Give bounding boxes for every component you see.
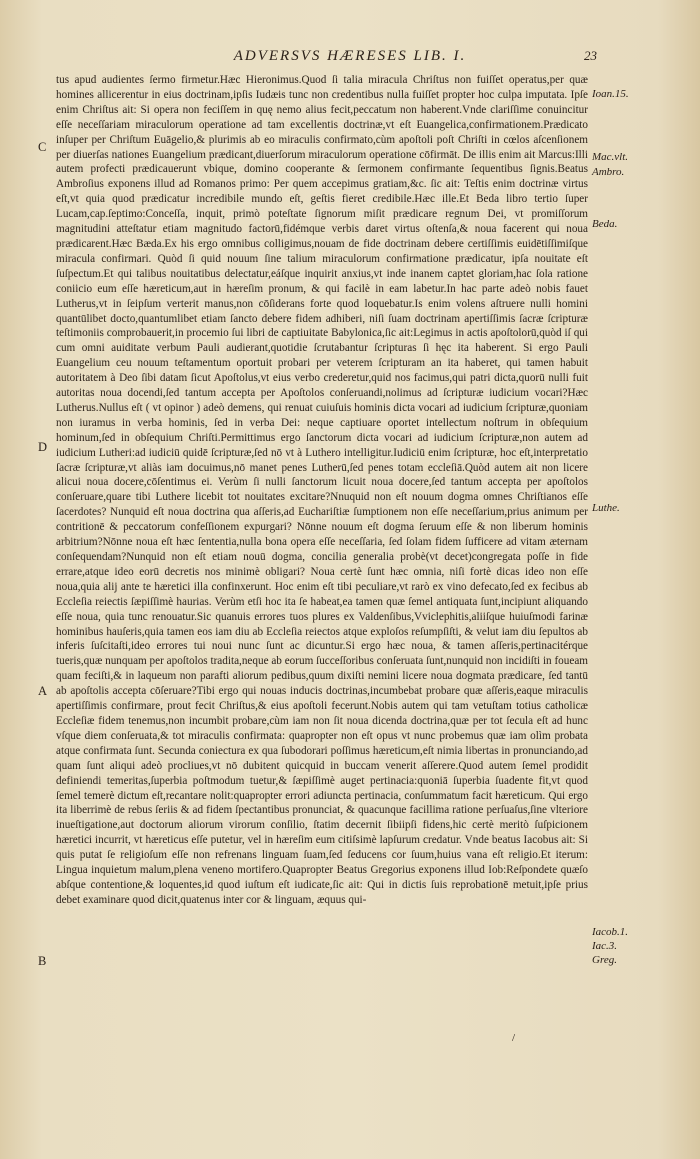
running-title: ADVERSVS HÆRESES LIB. I. <box>233 48 467 64</box>
marginal-note-luthe: Luthe. <box>592 502 620 514</box>
section-letter-a: A <box>38 684 48 698</box>
section-letter-c: C <box>38 140 47 154</box>
section-letter-b: B <box>38 954 47 968</box>
page-header <box>0 48 700 70</box>
main-text-column <box>56 73 588 908</box>
marginal-note-beda: Beda. <box>592 218 618 230</box>
marginal-note-ioan: Ioan.15. <box>592 88 629 100</box>
marginal-note-iac: Iac.3. <box>592 940 618 952</box>
body-paragraph: tus apud audientes ſermo firmetur.Hæc Hieronimus.Quod ſi talia miracula Chriſtus non fuiſſet operatus,per quæ homines allicerentur in eius doctrinam,ipſis Iudæis tunc non credentibus nulla fuiſſet propter hoc culpa imputata. Ipſe enim Chriſtus ait: Si opera non feciſſem in quę nemo alius fecit,peccatum non haberent.Vnde clariſſime conuincitur eſſe neceſſariam miraculorum operatione ad tam excellentis doctrinæ,vt eſt Euangelica,confirmationem.Prædicato inſuper per Chriſtum Euāgelio,& plurimis ab eo miraculis confirmato,cùm apoſtoli poſt Chriſti in cœlos aſcenſionem per diuerſas nationes Euangelium prædicant,diuerſorum miraculorum operatione cōfirmāt. De illis enim ait Marcus:Illi autem profecti prædicauerunt vbique, domino cooperante & ſermonem confirmante ſequentibus ſignis.Beatus Ambroſius exponens illud ad Romanos primo: Per quem accepimus gratiam,&c. ſic ait: Teſtis enim doctrinæ virtus eſt,vt quia quod prædicatur incredibile mundo eſt, geſtis fieret credibile.Hæc ille.Et Beda libro tertio ſuper Lucam,cap.ſeptimo:Conceſſa, inquit, primò poteſtate ſignorum miſit prædicare regnum Dei, vt promiſſorum magnitudini atteſtatur etiam magnitudo factorū,fidémque verbis daret virtus oſtenſa,& noua facerent qui noua prædicarent.Hæc Bæda.Ex his ergo omnibus colligimus,nouam de fide doctrinam debere certiſſimis euidētiſſimiſque miracula confirmari. Quòd ſi quid nouum ſine talium miraculorum confirmatione prædicatur, ipſa nouitate eſt ſuſpectum.Et qui talibus nouitatibus delectatur,eáſque inquirit anxius,vt inde inanem captet gloriam,hac ſola ratione coniicio eum eſſe hæreticum,aut in hæreſim pronum, & qui facilè in eam labetur.In hac parte adeò nobis fauet Lutherus,vt in ſeipſum verterit manus,non cōſiderans forte quod loquebatur.Is enim volens aſtruere nulli homini quantūlibet docto,quantumlibet etiam ſancto debere fidem adhiberi, niſi ſuam doctrinam apertiſſimis ſacræ ſcripturæ teſtimoniis comprobauerit,in procemio ſui libri de captiuitate Babylonica,ſic ait:Legimus in actis apoſtolorū,quòd iſ qui cum omni auiditate verbum Pauli audierant,quotidie ſcrutabantur ſcripturas ſi hęc ita haberent. Si ergo Pauli Euangelium ceu nouum teſtamentum oportuit probari per veterem ſcripturam an ita haberet, qui tamen habuit autoritatem à Deo ſibi datam ſicut Apoſtolus,vt eius verbo crederetur,quid nos facimus,qui patri dicta,quorū nulli fuit autoritas noua docendi,ſed tantum accepta per Apoſtolos conſeruandi,nolimus ad ſcripturæ iudicium vocari?Hæc Lutherus.Nullus eſt ( vt opinor ) adeò demens, qui renuat cuiuſuis hominis dicta vocari ad iudicium ſcripturæ,quoniam non iuramus in verba hominis, ſed in verba Dei: neque captiuare oportet intellectum noſtrum in obſequium hominum,ſed in obſequium Chriſti.Permittimus ergo ſanctorum dicta vocari ad iudicium ſcripturæ,non autem ad iudicium Lutheri:ad iudiciū quidē ſcripturæ,ſed nō vt à Luthero intelligitur.Iudiciū enim ſcripturæ, hoc eſt,interpretatio ſacræ ſcripturæ,vt aliàs iam docuimus,nō manet penes Lutherū,ſed penes totam eccleſiā.Quòd autem ait non licere alicui noua docere,cōſentimus ei. Verùm ſi nulli ſanctorum licuit noua docere,ſed tantum accepta per apoſtolos conſeruare,quare tibi Luthere licebit tot nouitates excitare?Nnuquid non eſt nouum dogma omnes Chriſtianos eſſe ſacerdotes? Nunquid eſt noua doctrina qua aſſeris,ad Euchariſtiæ ſumptionem non eſſe neceſſarium,prius animum per contritionē & peccatorum confeſſionem expurgari? Nōnne nouum eſt dogma ſeruum eſſe & non liberum hominis arbitrium?Nōnne noua eſt hæc ſententia,nulla bona opera eſſe neceſſaria, ſed ſolam fidem ſufficere ad vitam æternam conſequendam?Nunquid non eſt etiam nouū dogma, concilia generalia probè(vt decet)congregata poſſe in fide errare,atque ideo eorū decretis nos minimè obligari? Noua certè ſunt hæc omnia, niſi fortè dicas ideo non eſſe noua,quia alij ante te hæretici illa confinxerunt. Hoc enim eſt tibi peculiare,vt rarò ex vino defecato,ſed ex fecibus ab Eccleſia reiectis ſæpiſſimè haurias. Verùm etſi hoc ita ſe habeat,ea tamen quæ ſemel antiquata ſunt,incipiunt aliquando eſſe noua, quia tunc renouatur.Sic quanuis errores tuos plures ex Valdenſibus,Vviclephitis,aliiſque huiuſmodi farinæ hominibus hauſeris,quia tamen eos iam diu ab Eccleſia reiectos atque exploſos reſumpſiſti, & velut iam diu ſepultos ab inferis ſuſcitaſti,ideo errores tui noui nunc ſunt ac dicuntur.Si ergo hæc noua, & tamen aſſeris,pertinacitérque tueris,quæ nunquam per apoſtolos tradita,neque ab eorum ſucceſſoribus conſeruata ſunt,nunquid non incidiſti in foueam quam feciſti,& in laqueum non parafti aliorum pedibus,quum dixiſti nemini licere noua dogmata prædicare, ſed tantū ab apoſtolis accepta cōſeruare?Tibi ergo qui nouas inducis doctrinas,incumbebat probare quæ aſſeris,eaque miraculis apertiſſimis confirmare, prout fecit Chriſtus,& eius apoſtoli fecerunt.Nobis autem qui tam vetuſtam totius catholicæ Eccleſiæ fidem tenemus,non incumbit probare,cùm iam non ſit noua dicenda doctrina,quæ per tot ſecula eſt ad hunc vſque diem conſeruata,& tot miraculis confirmata: quapropter non eſt opus vt nunc probemus quæ iam olìm probata atque confirmata ſunt. Secunda coniectura ex qua ſubodorari poſſimus hæreticum,eſt nimia libertas in pronunciando,ad quam ſunt aliqui adeò procliues,vt nō dubitent quicquid in buccam venerit aſſerere.Quod autem ſemel prodidit definiendi temeritas,ſuperbia poſtmodum tuetur,& ſæpiſſimè auget pertinacia:quoniā ſuperbia ſuadente fit,vt quod ſemel temerè dictum eſt,recantare nolit:quapropter errori adiuncta pertinacia, conſummatum facit hæreticum. Qui ergo ita liberrimè de rebus ſeriis & ad fidem ſpectantibus pronunciat, & quacunque facillima ratione perſuaſus,ſine vlteriore inueſtigatione,aut doctorum aliorum virorum conſilio, ſtatim decernit ſibiipſi fidens,hic certè meritò ſuſpicionem hæretici incurrit, vt hæreticus eſſe putetur, vel in hæreſim eum citiſsimè lapſurum credatur. Vnde beatus Iacobus ait: Si quis putat ſe religioſum eſſe non refrenans linguam ſuam,ſed ſeducens cor ſuum,huius vana eſt religio.Et iterum: Lingua inquietum malum,plena veneno mortifero.Quapropter Beatus Gregorius exponens illud Iob:Reſpondete quæſo abſque contentione,& loquentes,id quod iuſtum eſt iudicate,ſic ait: Qui in dictis ſuis reprobationē metuit,ipſe prius debet examinare quod dicit,quatenus inter cor & linguam, æquus qui- <box>56 74 588 906</box>
section-letter-d: D <box>38 440 48 454</box>
marginal-note-ambro: Ambro. <box>592 166 625 178</box>
marginal-note-mac: Mac.vlt. <box>592 151 629 163</box>
marginal-note-iacob: Iacob.1. <box>592 926 629 938</box>
folio-number: 23 <box>584 48 597 63</box>
stray-mark: / <box>512 1032 516 1044</box>
marginal-note-greg: Greg. <box>592 954 617 966</box>
